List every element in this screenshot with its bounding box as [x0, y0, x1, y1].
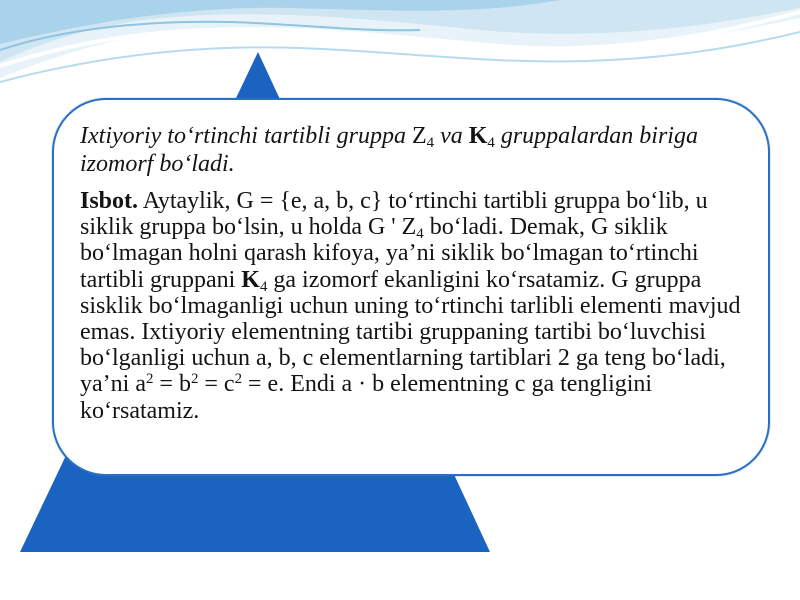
content-card	[52, 98, 770, 476]
proof-label: Isbot.	[80, 188, 139, 214]
theorem-statement: Ixtiyoriy to‘rtinchi tartibli gruppa $Z_4$ va $K_4$ gruppalardan biriga izomorf bo‘ladi.	[80, 123, 698, 177]
proof-paragraph: Isbot. Aytaylik, G = {e, a, b, c} to‘rtinchi tartibli gruppa bo‘lib, u siklik gruppa bo‘lsin, u holda G ' $Z_4$ bo‘ladi. Demak, G siklik bo‘lmagan holni qarash kifoya, ya’ni siklik bo‘lmagan to‘rtinchi tartibli gruppani $K_4$ ga izomorf ekanligini ko‘rsatamiz. G gruppa sisklik bo‘lmaganligi uchun uning to‘rtinchi tarlibli elementi mavjud emas. Ixtiyoriy elementning tartibi gruppaning tartibi bo‘luvchisi bo‘lganligi uchun a, b, c elementlarning tartiblari 2 ga teng bo‘ladi, ya’ni $a^2 = b^2 = c^2 = e$. Endi a · b elementning c ga tengligini ko‘rsatamiz.	[80, 188, 741, 424]
